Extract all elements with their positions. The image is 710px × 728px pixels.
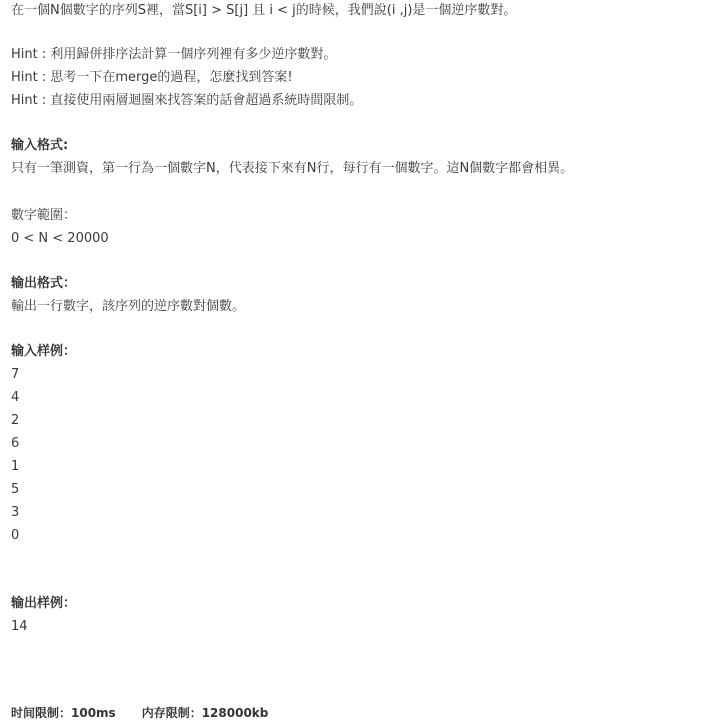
sample-input-line: 7 [11,367,20,382]
memory-limit: 内存限制：128000kb [141,706,269,720]
problem-description: 在一個N個數字的序列S裡，當S[i] > S[j] 且 i < j的時候，我們說(i ,j)是一個逆序數對。 [11,3,517,18]
sample-input-line: 2 [11,413,20,428]
range-label: 數字範圍： [11,208,77,223]
output-format-text: 輸出一行數字，該序列的逆序數對個數。 [11,299,246,314]
time-limit: 时间限制：100ms [11,706,116,720]
hint-2: Hint : 思考一下在merge的過程，怎麼找到答案! [11,70,293,85]
sample-input-heading: 输入样例： [11,344,77,359]
hint-3: Hint : 直接使用兩層迴圈來找答案的話會超過系統時間限制。 [11,93,363,108]
range-value: 0 < N < 20000 [11,231,109,246]
sample-input-line: 0 [11,528,20,543]
sample-input-line: 4 [11,390,20,405]
output-format-heading: 输出格式： [11,276,77,291]
sample-input-line: 3 [11,505,20,520]
hint-1: Hint : 利用歸併排序法計算一個序列裡有多少逆序數對。 [11,47,337,62]
limits-row [11,704,268,722]
input-format-heading: 输入格式: [11,138,69,153]
sample-output-value: 14 [11,619,28,634]
sample-input-line: 5 [11,482,20,497]
sample-input-line: 6 [11,436,20,451]
sample-input-line: 1 [11,459,20,474]
input-format-text: 只有一筆測資，第一行為一個數字N，代表接下來有N行，每行有一個數字。這N個數字都會相異。 [11,161,574,176]
sample-output-heading: 输出样例： [11,596,77,611]
